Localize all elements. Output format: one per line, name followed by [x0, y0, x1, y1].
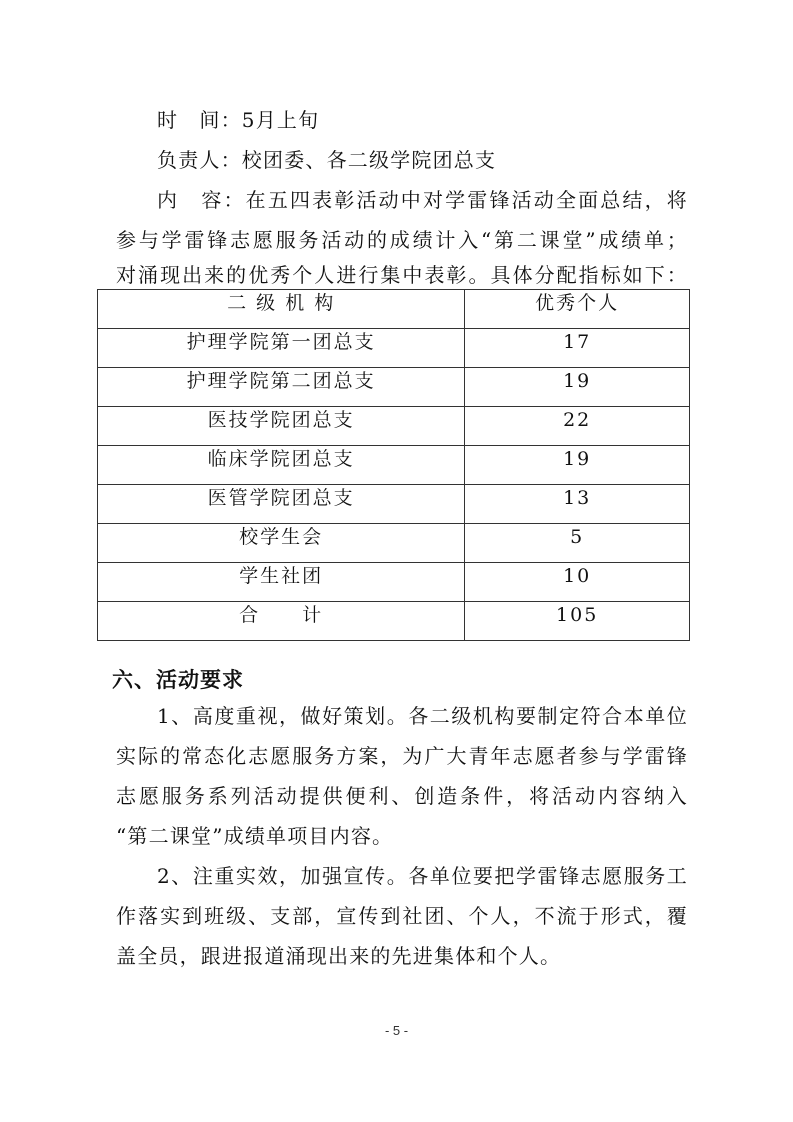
allocation-table: [97, 289, 690, 641]
count-cell: 5: [465, 524, 690, 563]
content-line-1: 内 容：在五四表彰活动中对学雷锋活动全面总结，将: [157, 188, 688, 212]
table-row: [98, 329, 690, 368]
item1-line-4: “第二课堂”成绩单项目内容。: [116, 824, 394, 848]
table-row: [98, 407, 690, 446]
table-header-row: [98, 290, 690, 329]
item2-line-2: 作落实到班级、支部，宣传到社团、个人，不流于形式，覆: [116, 904, 688, 928]
count-cell: 17: [465, 329, 690, 368]
owner-line: 负责人：校团委、各二级学院团总支: [157, 148, 497, 172]
org-cell: 学生社团: [98, 563, 465, 602]
org-cell: 护理学院第二团总支: [98, 368, 465, 407]
org-cell: 护理学院第一团总支: [98, 329, 465, 368]
item1-line-2: 实际的常态化志愿服务方案，为广大青年志愿者参与学雷锋: [116, 744, 688, 768]
table-row: [98, 524, 690, 563]
table-row: [98, 446, 690, 485]
total-count-cell: 105: [465, 602, 690, 641]
page-number: - 5 -: [384, 1023, 409, 1038]
org-cell: 临床学院团总支: [98, 446, 465, 485]
content-line-2: 参与学雷锋志愿服务活动的成绩计入“第二课堂”成绩单；: [116, 228, 688, 252]
content-line-3: 对涌现出来的优秀个人进行集中表彰。具体分配指标如下：: [116, 263, 688, 287]
table-row: [98, 368, 690, 407]
table-row: [98, 563, 690, 602]
count-cell: 19: [465, 446, 690, 485]
org-cell: 医管学院团总支: [98, 485, 465, 524]
header-count: 优秀个人: [465, 290, 690, 329]
table-total-row: [98, 602, 690, 641]
count-cell: 22: [465, 407, 690, 446]
total-label-cell: 合 计: [98, 602, 465, 641]
count-cell: 19: [465, 368, 690, 407]
item1-line-1: 1、高度重视，做好策划。各二级机构要制定符合本单位: [157, 704, 688, 728]
count-cell: 13: [465, 485, 690, 524]
item2-line-1: 2、注重实效，加强宣传。各单位要把学雷锋志愿服务工: [157, 864, 688, 888]
count-cell: 10: [465, 563, 690, 602]
org-cell: 医技学院团总支: [98, 407, 465, 446]
table-row: [98, 485, 690, 524]
org-cell: 校学生会: [98, 524, 465, 563]
item2-line-3: 盖全员，跟进报道涌现出来的先进集体和个人。: [116, 944, 562, 968]
header-org: 二 级 机 构: [98, 290, 465, 329]
time-line: 时 间：5月上旬: [157, 108, 320, 132]
item1-line-3: 志愿服务系列活动提供便利、创造条件，将活动内容纳入: [116, 784, 688, 808]
section-heading: 六、活动要求: [112, 668, 244, 692]
